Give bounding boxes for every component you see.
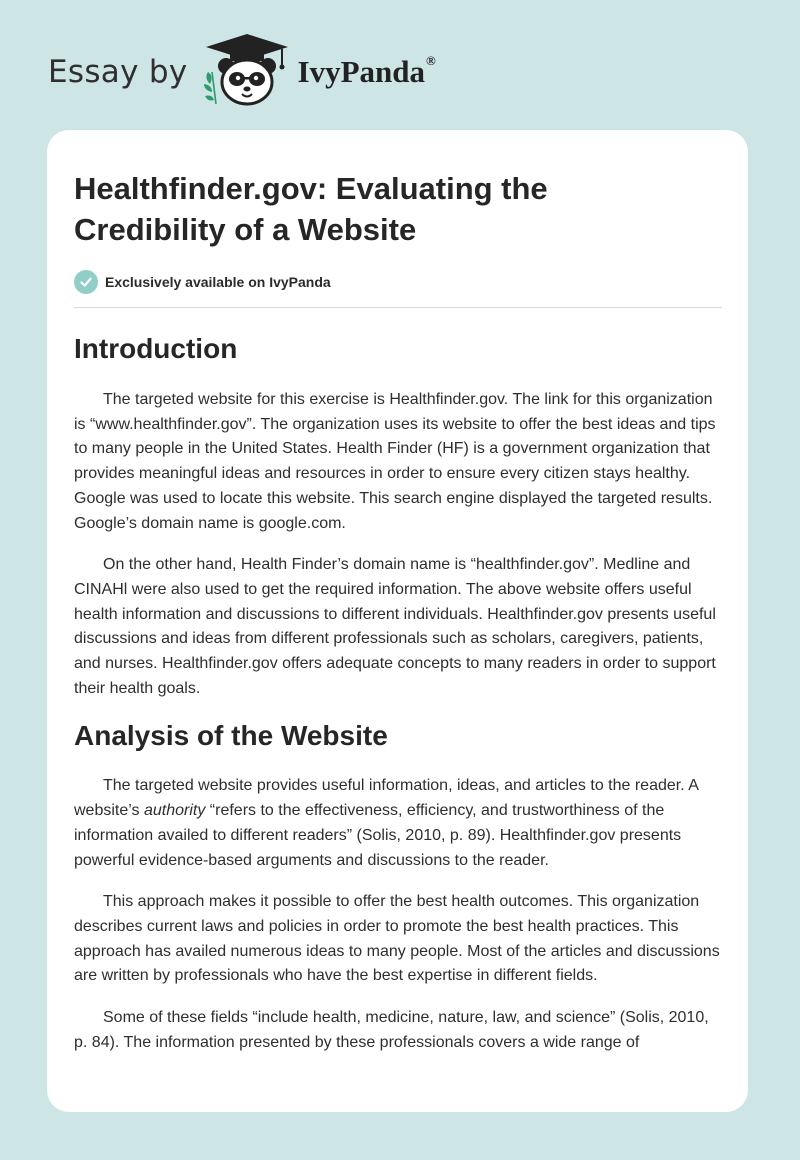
paragraph: The targeted website provides useful information, ideas, and articles to the reader. A website’s authority “refers to the effectiveness, efficiency, and trustworthiness of the information availed to different readers” (Solis, 2010, p. 89). Healthfinder.gov presents powerful evidence-based arguments and discussions to the reader. xyxy=(74,777,699,869)
emphasis-authority: authority xyxy=(143,802,206,820)
essay-title: Healthfinder.gov: Evaluating the Credibility of a Website xyxy=(74,171,548,247)
brand-header xyxy=(48,36,436,108)
essay-card xyxy=(47,130,748,1112)
exclusive-badge xyxy=(74,270,722,308)
registered-mark: ® xyxy=(426,52,436,68)
paragraph: Some of these fields “include health, medicine, nature, law, and science” (Solis, 2010, p. 84). The information presented by these professionals covers a wide range of xyxy=(74,1009,709,1051)
section-heading-analysis: Analysis of the Website xyxy=(74,720,388,752)
paragraph: This approach makes it possible to offer the best health outcomes. This organization describes current laws and policies in order to promote the best health practices. This approach has availed numerous ideas to many people. Most of the articles and discussions are written by professionals who have the best expertise in different fields. xyxy=(74,893,720,985)
check-circle-icon xyxy=(74,270,98,294)
brand-name: IvyPanda® xyxy=(297,52,436,89)
paragraph: On the other hand, Health Finder’s domain name is “healthfinder.gov”. Medline and CINAHl were also used to get the required information. The above website offers useful health information and discussions to different individuals. Healthfinder.gov presents useful discussions and ideas from different professionals such as scholars, caregivers, patients, and nurses. Healthfinder.gov offers adequate concepts to many readers in order to support their health goals. xyxy=(74,556,716,697)
paragraph: The targeted website for this exercise is Healthfinder.gov. The link for this organization is “www.healthfinder.gov”. The organization uses its website to offer the best ideas and tips to many people in the United States. Health Finder (HF) is a government organization that provides meaningful ideas and resources in order to ensure every citizen stays healthy. Google was used to locate this website. This search engine displayed the targeted results. Google’s domain name is google.com. xyxy=(74,391,716,532)
brand-prefix: Essay by xyxy=(48,54,188,90)
badge-label: Exclusively available on IvyPanda xyxy=(105,274,331,290)
section-heading-introduction: Introduction xyxy=(74,333,238,364)
panda-graduate-icon xyxy=(202,32,298,113)
